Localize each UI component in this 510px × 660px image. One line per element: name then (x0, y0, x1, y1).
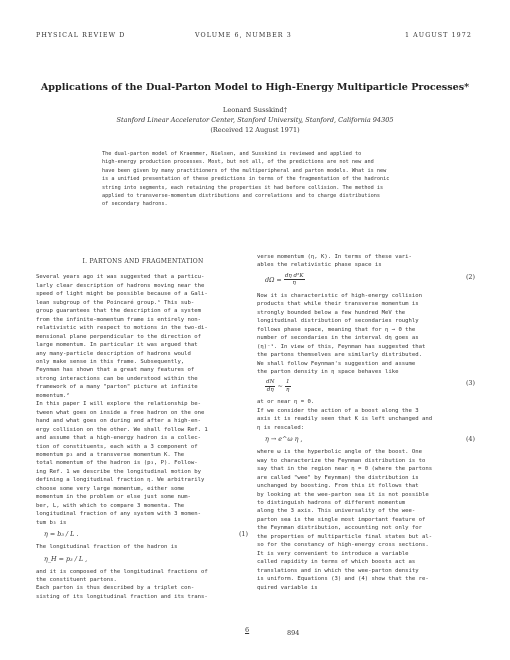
paragraph-line: and assume that a high-energy hadron is a collec- (36, 435, 202, 442)
equation-formula (265, 379, 291, 393)
equation-4 (257, 432, 477, 448)
paragraph-line: the properties of multiparticle final states but al- (257, 533, 433, 540)
paragraph-line: tion of constituents, each with a 3 component of (36, 443, 198, 450)
equation-number: (2) (465, 272, 475, 281)
footer-mark: 6 (245, 626, 250, 634)
paragraph-line: sisting of its longitudinal fraction and its trans- (36, 593, 208, 600)
paragraph-line: framework of a many "parton" picture at infinite (36, 384, 198, 391)
fraction-denominator: dη (266, 386, 274, 393)
issue-date: 1 AUGUST 1972 (404, 32, 472, 39)
equation-formula: η_H = p₃ / L , (44, 554, 88, 563)
paragraph-line: by looking at the wee-parton sea it is not possible (257, 491, 429, 498)
abstract-line: of secondary hadrons. (102, 201, 168, 208)
paragraph-line: mensional plane perpendicular to the direction of (36, 333, 202, 340)
journal-name: PHYSICAL REVIEW D (36, 32, 126, 39)
paragraph-line: at or near η = 0. (257, 399, 315, 406)
volume-number: VOLUME 6, NUMBER 3 (195, 32, 292, 39)
paragraph-line: way to characterize the Feynman distribution is to (257, 457, 426, 464)
paragraph-line: the partons themselves are similarly distributed. (257, 352, 423, 359)
paragraph-line: products that while their transverse momentum is (257, 301, 419, 308)
page-number: 894 (287, 629, 300, 637)
paragraph-line: is uniform. Equations (3) and (4) show that the re- (257, 576, 429, 583)
paragraph-line: any many-particle description of hadrons would (36, 350, 191, 357)
paragraph-line: where ω is the hyperbolic angle of the boost. One (257, 449, 423, 456)
paragraph-line: to distinguish hadrons of different momentum (257, 499, 406, 506)
abstract-line: high-energy production processes. Most, but not all, of the predictions are not new and (102, 159, 374, 166)
paragraph-line: translations and in which the wee-parton density (257, 567, 419, 574)
paragraph-line: speed of light might be possible because of a Gali- (36, 291, 208, 298)
paragraph-line: quired variable is (257, 584, 318, 591)
equation-1 (36, 527, 250, 543)
paragraph-line: defining a longitudinal fraction η. We arbitrarily (36, 477, 205, 484)
paragraph-line: lean subgroup of the Poincaré group.¹ This sub- (36, 299, 195, 306)
abstract-line: is a unified presentation of these predictions in terms of the fragmentation of the hadronic (102, 176, 390, 183)
paragraph-line: ber, L, with which to compare 3 momenta. The (36, 502, 185, 509)
paragraph-line: strong interactions can be understood within the (36, 375, 198, 382)
equation-3 (257, 376, 477, 398)
equation-fraction (284, 273, 305, 287)
paragraph-line: ergy collision on the other. We shall follow Ref. 1 (36, 426, 208, 433)
paragraph-line: ing Ref. 1 we describe the longitudinal motion by (36, 468, 202, 475)
paragraph-line: number of secondaries in the interval dη goes as (257, 335, 419, 342)
paragraph-line: tum b₃ is (36, 519, 67, 526)
paragraph-line: say that in the region near η = 0 (where the partons (257, 466, 433, 473)
paragraph-line: ables the relativistic phase space is (257, 262, 382, 269)
paragraph-line: verse momentum (η, K). In terms of these vari- (257, 254, 412, 260)
paragraph-line: parton sea is the single most important feature of (257, 516, 426, 523)
paper-title: Applications of the Dual-Parton Model to High-Energy Multiparticle Processes* (40, 82, 470, 93)
paragraph-line: larly clear description of hadrons moving near the (36, 282, 205, 289)
paragraph-line: hand and what goes on during and after a high-en- (36, 418, 202, 425)
paragraph-line: along the 3 axis. This universality of the wee- (257, 508, 416, 515)
abstract (102, 150, 424, 209)
paragraph-line: η is rescaled: (257, 424, 305, 431)
equation-number: (1) (238, 530, 248, 539)
equation-fraction (285, 379, 291, 393)
equation-sim: ~ (277, 382, 283, 391)
equation-formula: η → e^ω η , (265, 435, 303, 444)
paragraph-line: Several years ago it was suggested that a particu- (36, 274, 205, 281)
paragraph-line: It is very convenient to introduce a variable (257, 550, 409, 557)
paragraph-line: called rapidity in terms of which boosts act as (257, 559, 416, 566)
section-heading: I. PARTONS AND FRAGMENTATION (82, 258, 204, 265)
paragraph-line: follows phase space, meaning that for η → 0 the (257, 326, 416, 333)
paragraph-line: momentum p₃ and a transverse momentum K. The (36, 451, 185, 458)
paragraph-line: large momentum. In particular it was argued that (36, 342, 198, 349)
left-column (36, 258, 250, 601)
paragraph-line: the constituent partons. (36, 576, 117, 583)
equation-formula (265, 273, 305, 287)
abstract-line: string into segments, each retaining the properties it had before collision. The method is (102, 184, 384, 191)
paragraph-line: We shall follow Feynman's suggestion and assume (257, 360, 416, 367)
received-date: (Received 12 August 1971) (210, 126, 300, 134)
abstract-line: The dual-parton model of Kraemmer, Nielsen, and Susskind is reviewed and applied to (102, 151, 362, 157)
author-affiliation: Stanford Linear Accelerator Center, Stanford University, Stanford, California 94305 (116, 116, 394, 124)
paragraph-line: choose some very large momentum, either some (36, 485, 185, 492)
paragraph-line: tween what goes on inside a free hadron on the one (36, 409, 205, 416)
paragraph-line: In this paper I will explore the relationship be- (36, 401, 202, 408)
fraction-numerator: dη d²K (284, 272, 304, 279)
paragraph-line: the parton density in η space behaves like (257, 368, 399, 375)
paragraph-line: longitudinal fraction of any system with 3 momen- (36, 511, 202, 518)
fraction-denominator: η (292, 280, 296, 287)
paragraph-line: The longitudinal fraction of the hadron is (36, 544, 178, 551)
equation-fraction (265, 379, 275, 393)
paragraph-line: axis it is readily seen that K is left unchanged and (257, 416, 433, 423)
paragraph-line: from the infinite-momentum frame is entirely non- (36, 316, 202, 323)
paragraph-line: If we consider the action of a boost along the 3 (257, 407, 419, 414)
paragraph-line: (η)⁻¹. In view of this, Feynman has suggested that (257, 343, 426, 350)
paragraph-line: the Feynman distribution, accounting not only for (257, 525, 423, 532)
paragraph-line: group guarantees that the description of a system (36, 308, 202, 315)
equation-number: (4) (465, 435, 475, 444)
right-column (257, 253, 477, 592)
paragraph-line: longitudinal distribution of secondaries roughly (257, 318, 419, 325)
paragraph-line: only make sense in this frame. Subsequently, (36, 358, 185, 365)
paragraph-line: momentum.² (36, 392, 70, 399)
paragraph-line: total momentum of the hadron is (p₃, P). Follow- (36, 460, 198, 467)
fraction-numerator: 1 (285, 379, 290, 386)
equation-formula: η = b₃ / L . (44, 530, 79, 539)
paragraph-line: Feynman has shown that a great many features of (36, 367, 195, 374)
paragraph-line: strongly bounded below a few hundred MeV the (257, 309, 406, 316)
paragraph-line: momentum in the problem or else just some num- (36, 494, 191, 501)
paragraph-line: are called "wee" by Feynman) the distribution is (257, 474, 419, 481)
equation-2 (257, 270, 477, 292)
paragraph-line: Now it is characteristic of high-energy collision (257, 292, 423, 299)
equation-hadron-fraction (36, 552, 250, 568)
abstract-line: have been given by many practitioners of the multiperipheral and parton models. What is new (102, 167, 387, 174)
paragraph-line: Each parton is thus described by a triplet con- (36, 585, 195, 592)
paragraph-line: so for the constancy of high-energy cross sections. (257, 542, 429, 549)
fraction-denominator: η (286, 386, 290, 393)
author-name: Leonard Susskind† (222, 106, 288, 114)
paragraph-line: and it is composed of the longitudinal fractions of (36, 568, 208, 575)
paragraph-line: unchanged by boosting. From this it follows that (257, 483, 419, 490)
equation-number: (3) (465, 379, 475, 388)
equation-lhs: dΩ = (265, 275, 282, 284)
paragraph-line: relativistic with respect to motions in the two-di- (36, 325, 208, 332)
fraction-numerator: dN (266, 379, 275, 386)
abstract-line: applied to transverse-momentum distributions and correlations and to charge distributions (102, 193, 380, 200)
